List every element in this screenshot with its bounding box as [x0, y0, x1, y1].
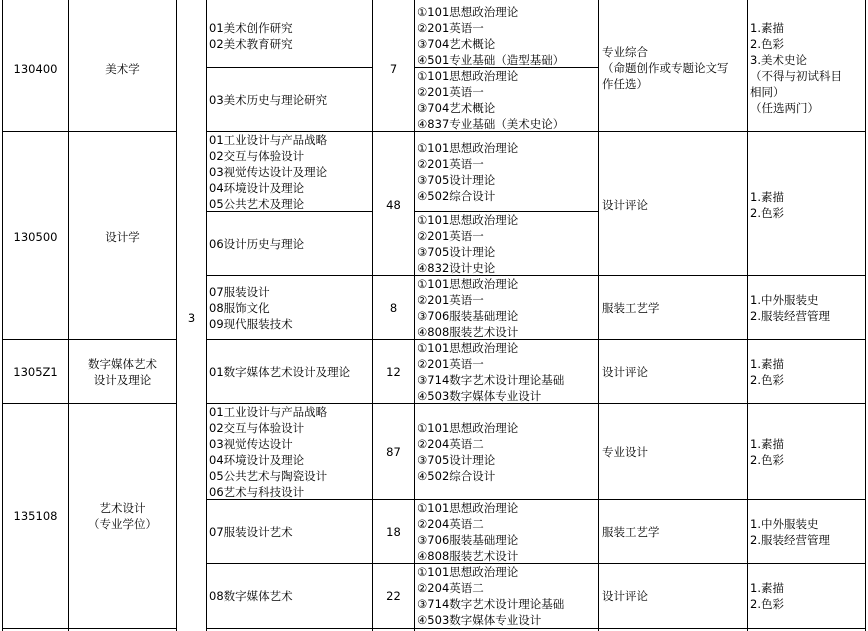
retest-subjects: 设计评论 — [602, 365, 648, 379]
enrollment-quota: 7 — [389, 62, 398, 76]
direction-item: 03视觉传达设计及理论 — [209, 165, 328, 179]
major-code: 1305Z1 — [13, 365, 58, 379]
extra-item: 1.素描 — [750, 190, 784, 204]
direction-item: 05公共艺术与陶瓷设计 — [209, 469, 328, 483]
exam-item: ③705设计理论 — [417, 173, 496, 187]
exam-item: ④501专业基础（造型基础） — [417, 53, 565, 67]
direction-item: 05公共艺术及理论 — [209, 197, 305, 211]
exam-item: ③714数字艺术设计理论基础 — [417, 597, 565, 611]
direction-item: 09现代服装技术 — [209, 317, 293, 331]
exam-item: ②201英语一 — [417, 293, 484, 307]
exam-item: ③705设计理论 — [417, 245, 496, 259]
extra-item: 1.素描 — [750, 437, 784, 451]
retest-item: 专业综合 — [602, 45, 648, 59]
exam-item: ③706服装基础理论 — [417, 309, 519, 323]
major-name: （专业学位） — [88, 517, 157, 531]
enrollment-quota: 87 — [386, 445, 401, 459]
direction-item: 01工业设计与产品战略 — [209, 405, 328, 419]
exam-item: ④502综合设计 — [417, 469, 496, 483]
exam-item: ④503数字媒体专业设计 — [417, 613, 542, 627]
retest-subjects: 服装工艺学 — [602, 525, 660, 539]
exam-item: ④503数字媒体专业设计 — [417, 389, 542, 403]
enrollment-quota: 8 — [389, 301, 398, 315]
exam-item: ②204英语二 — [417, 437, 484, 451]
exam-item: ①101思想政治理论 — [417, 501, 519, 515]
major-name: 设计学 — [105, 230, 140, 244]
exam-item: ④808服装艺术设计 — [417, 325, 519, 339]
exam-item: ①101思想政治理论 — [417, 5, 519, 19]
exam-item: ①101思想政治理论 — [417, 213, 519, 227]
direction-item: 03美术历史与理论研究 — [209, 93, 328, 107]
exam-item: ③706服装基础理论 — [417, 533, 519, 547]
exam-item: ①101思想政治理论 — [417, 421, 519, 435]
exam-item: ④808服装艺术设计 — [417, 549, 519, 563]
direction-item: 01数字媒体艺术设计及理论 — [209, 365, 351, 379]
enrollment-quota: 48 — [386, 198, 401, 212]
exam-item: ②201英语一 — [417, 85, 484, 99]
direction-item: 08服饰文化 — [209, 301, 270, 315]
extra-item: 1.中外服装史 — [750, 517, 819, 531]
retest-subjects: 专业设计 — [602, 445, 648, 459]
exam-item: ②204英语二 — [417, 517, 484, 531]
extra-item: （任选两门） — [750, 101, 819, 115]
retest-subjects: 设计评论 — [602, 198, 648, 212]
major-name: 艺术设计 — [99, 501, 146, 515]
direction-item: 08数字媒体艺术 — [209, 589, 293, 603]
direction-item: 04环境设计及理论 — [209, 181, 305, 195]
major-name: 数字媒体艺术 — [88, 357, 157, 371]
exam-item: ①101思想政治理论 — [417, 141, 519, 155]
exam-item: ④837专业基础（美术史论） — [417, 117, 565, 131]
shared-count: 3 — [187, 311, 196, 325]
major-code: 130400 — [13, 62, 58, 76]
extra-item: 2.色彩 — [750, 453, 784, 467]
exam-item: ②201英语一 — [417, 157, 484, 171]
major-name: 美术学 — [105, 62, 140, 76]
exam-item: ③705设计理论 — [417, 453, 496, 467]
direction-item: 02交互与体验设计 — [209, 421, 305, 435]
direction-item: 01工业设计与产品战略 — [209, 133, 328, 147]
extra-item: 1.素描 — [750, 581, 784, 595]
extra-item: 1.素描 — [750, 357, 784, 371]
extra-item: 1.素描 — [750, 21, 784, 35]
direction-item: 02交互与体验设计 — [209, 149, 305, 163]
major-code: 135108 — [13, 509, 58, 523]
exam-item: ②204英语二 — [417, 581, 484, 595]
enrollment-quota: 18 — [386, 525, 401, 539]
major-code: 130500 — [13, 230, 58, 244]
exam-item: ②201英语一 — [417, 21, 484, 35]
direction-item: 04环境设计及理论 — [209, 453, 305, 467]
exam-item: ③704艺术概论 — [417, 37, 496, 51]
extra-item: 2.色彩 — [750, 206, 784, 220]
extra-item: 2.色彩 — [750, 597, 784, 611]
direction-item: 02美术教育研究 — [209, 37, 293, 51]
exam-item: ④832设计史论 — [417, 261, 496, 275]
extra-item: 2.服装经营管理 — [750, 533, 830, 547]
extra-item: 相同） — [750, 85, 785, 99]
direction-item: 07服装设计 — [209, 285, 270, 299]
extra-item: 3.美术史论 — [750, 53, 807, 67]
retest-subjects: 设计评论 — [602, 589, 648, 603]
exam-item: ③704艺术概论 — [417, 101, 496, 115]
direction-item: 07服装设计艺术 — [209, 525, 293, 539]
retest-item: （命题创作或专题论文写 — [602, 61, 729, 75]
enrollment-quota: 22 — [386, 589, 401, 603]
exam-item: ①101思想政治理论 — [417, 69, 519, 83]
direction-item: 06设计历史与理论 — [209, 237, 305, 251]
exam-item: ①101思想政治理论 — [417, 565, 519, 579]
extra-item: 2.服装经营管理 — [750, 309, 830, 323]
extra-item: （不得与初试科目 — [750, 69, 842, 83]
extra-item: 1.中外服装史 — [750, 293, 819, 307]
exam-item: ①101思想政治理论 — [417, 341, 519, 355]
direction-item: 01美术创作研究 — [209, 21, 293, 35]
exam-item: ④502综合设计 — [417, 189, 496, 203]
exam-item: ①101思想政治理论 — [417, 277, 519, 291]
exam-item: ②201英语一 — [417, 229, 484, 243]
major-name: 设计及理论 — [93, 373, 152, 387]
enrollment-quota: 12 — [386, 365, 401, 379]
retest-subjects: 服装工艺学 — [602, 301, 660, 315]
extra-item: 2.色彩 — [750, 37, 784, 51]
exam-item: ②201英语一 — [417, 357, 484, 371]
retest-item: 作任选） — [602, 77, 648, 91]
exam-item: ③714数字艺术设计理论基础 — [417, 373, 565, 387]
extra-item: 2.色彩 — [750, 373, 784, 387]
direction-item: 06艺术与科技设计 — [209, 485, 305, 499]
direction-item: 03视觉传达设计 — [209, 437, 293, 451]
